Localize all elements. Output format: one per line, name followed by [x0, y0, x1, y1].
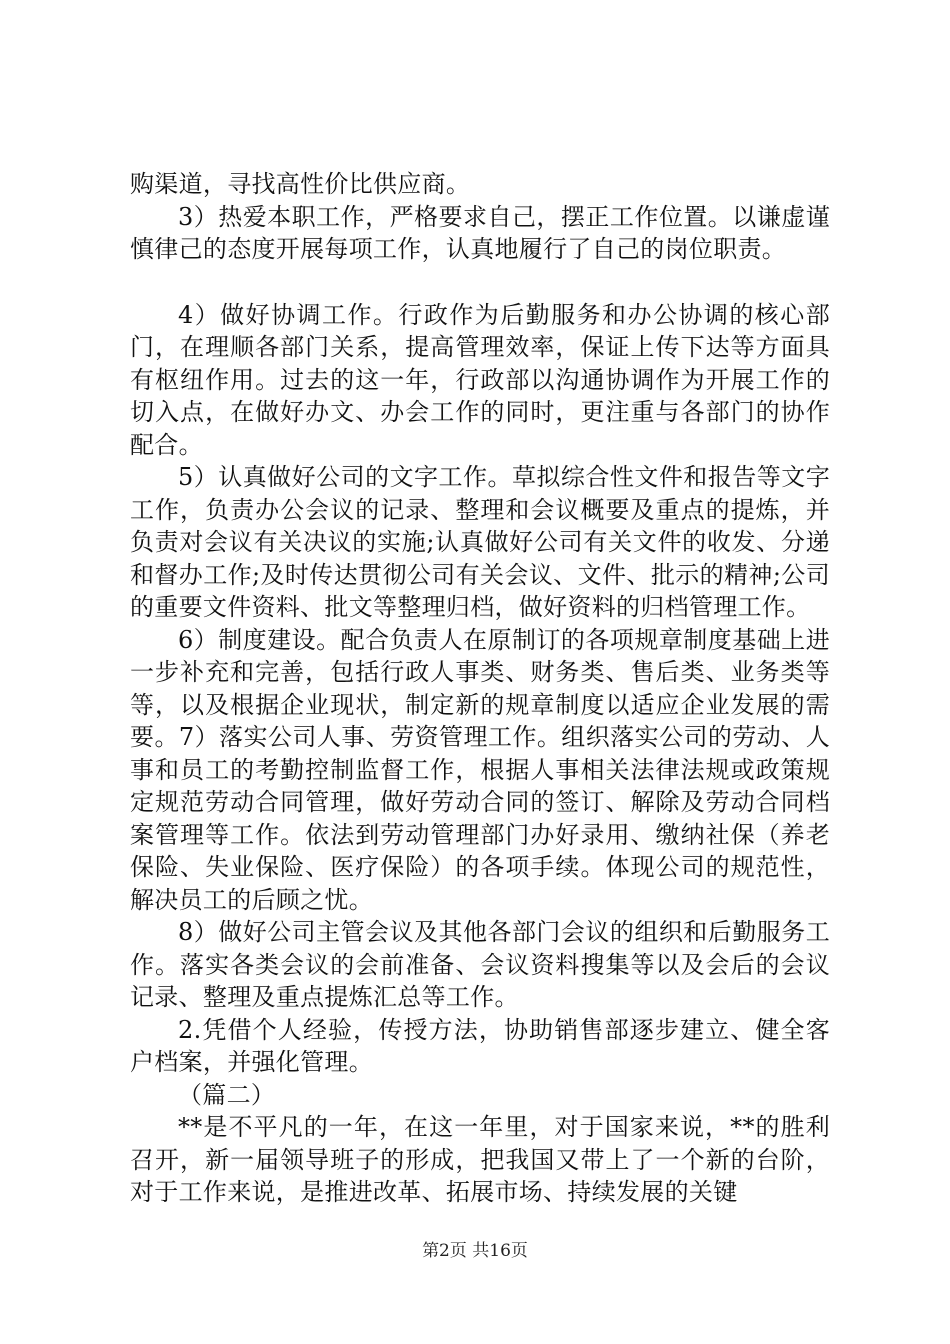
- paragraph-part-two-intro: **是不平凡的一年，在这一年里，对于国家来说，**的胜利召开，新一届领导班子的形成，把我国又带上了一个新的台阶，对于工作来说，是推进改革、拓展市场、持续发展的关键: [130, 1113, 830, 1206]
- paragraph-section-2: 2.凭借个人经验，传授方法，协助销售部逐步建立、健全客户档案，并强化管理。: [130, 1015, 830, 1076]
- document-body: [130, 168, 830, 1209]
- paragraph-continued: 购渠道，寻找高性价比供应商。: [130, 170, 471, 198]
- page-footer: [0, 1241, 950, 1261]
- paragraph-item-5: 5）认真做好公司的文字工作。草拟综合性文件和报告等文字工作，负责办公会议的记录、整理和会议概要及重点的提炼，并负责对会议有关决议的实施;认真做好公司有关文件的收发、分递和督办工作;及时传达贯彻公司有关会议、文件、批示的精神;公司的重要文件资料、批文等整理归档，做好资料的归档管理工作。: [130, 463, 830, 621]
- paragraph-item-8: 8）做好公司主管会议及其他各部门会议的组织和后勤服务工作。落实各类会议的会前准备、会议资料搜集等以及会后的会议记录、整理及重点提炼汇总等工作。: [130, 918, 830, 1011]
- page-number-label: 第2页 共16页: [422, 1241, 528, 1261]
- paragraph-item-4: 4）做好协调工作。行政作为后勤服务和办公协调的核心部门，在理顺各部门关系，提高管理效率，保证上传下达等方面具有枢纽作用。过去的这一年，行政部以沟通协调作为开展工作的切入点，在做好办文、办会工作的同时，更注重与各部门的协作配合。: [130, 300, 830, 459]
- paragraph-item-3: 3）热爱本职工作，严格要求自己，摆正工作位置。以谦虚谨慎律己的态度开展每项工作，认真地履行了自己的岗位职责。: [130, 202, 830, 263]
- paragraph-item-6-7: 6）制度建设。配合负责人在原制订的各项规章制度基础上进一步补充和完善，包括行政人事类、财务类、售后类、业务类等等，以及根据企业现状，制定新的规章制度以适应企业发展的需要。7）落实公司人事、劳资管理工作。组织落实公司的劳动、人事和员工的考勤控制监督工作，根据人事相关法律法规或政策规定规范劳动合同管理，做好劳动合同的签订、解除及劳动合同档案管理等工作。依法到劳动管理部门办好录用、缴纳社保（养老保险、失业保险、医疗保险）的各项手续。体现公司的规范性，解决员工的后顾之忧。: [130, 625, 830, 914]
- section-heading-part-two: （篇二）: [178, 1080, 276, 1109]
